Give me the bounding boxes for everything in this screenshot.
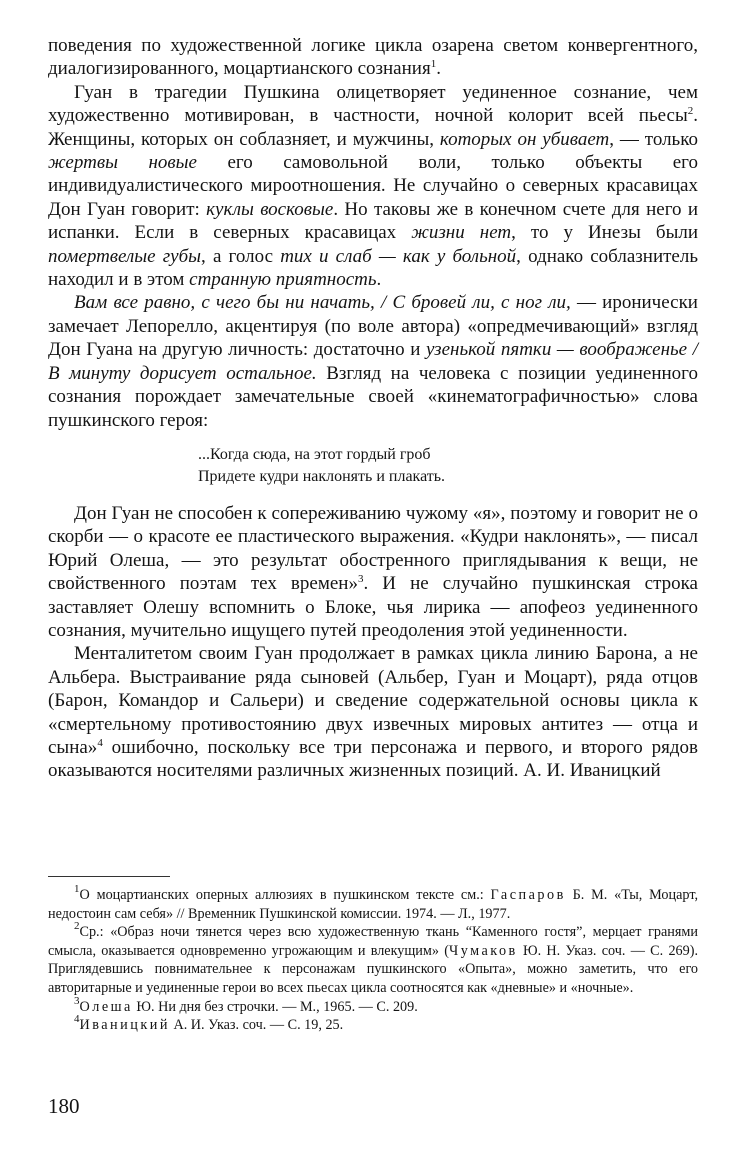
text-run: его самовольной воли, только объекты его индивидуалистического мироотношения. Не случайно о северных красавицах Дон Гуан говорит: bbox=[48, 152, 698, 220]
italic-quote: тих и слаб — как у больной bbox=[280, 245, 517, 267]
paragraph-5 bbox=[48, 642, 698, 782]
text-run: . bbox=[376, 269, 382, 291]
text-run: Ю. Ни дня без строчки. — М., 1965. — С. 209. bbox=[132, 998, 418, 1015]
text-run: , — только bbox=[609, 128, 698, 150]
footnote-number: 1 bbox=[74, 883, 80, 895]
text-run: поведения по художественной логике цикла озарена светом конвергентного, диалогизированного, моцартианского сознания bbox=[48, 35, 698, 80]
footnote-separator bbox=[48, 876, 170, 877]
verse-quote bbox=[198, 444, 698, 488]
spaced-author: Иваницкий bbox=[79, 1017, 170, 1034]
italic-quote: помертвелые губы bbox=[48, 245, 202, 267]
spaced-author: Гаспаров bbox=[490, 887, 566, 903]
italic-quote: странную приятность bbox=[189, 269, 377, 291]
verse-line: ...Когда сюда, на этот гордый гроб bbox=[198, 445, 431, 463]
text-run: Ю. Н. Указ. соч. — С. 269). Приглядевшись повнимательнее к персонажам пушкинского «Опыта», можно заметить, что его авторитарные и уединенные герои во всех пьесах цикла соотносятся как «дневные» и «ночные». bbox=[48, 942, 698, 996]
text-run: О моцартианских оперных аллюзиях в пушкинском тексте см.: bbox=[79, 887, 491, 903]
italic-quote: узенькой пятки — воображенье / В минуту дорисует остальное. bbox=[48, 339, 698, 384]
italic-quote: куклы восковые bbox=[206, 198, 334, 220]
footnote-number: 3 bbox=[74, 994, 80, 1007]
footnote-ref-2: 2 bbox=[687, 105, 694, 118]
text-run: — иронически замечает Лепорелло, акцентируя (по воле автора) «опредмечивающий» взгляд Дон Гуана на другую личность: достаточно и bbox=[48, 292, 698, 361]
paragraph-2 bbox=[48, 81, 698, 292]
text-run: А. И. Указ. соч. — С. 19, 25. bbox=[169, 1017, 344, 1034]
italic-quote: Вам все равно, с чего бы ни начать, / С бровей ли, с ног ли, bbox=[74, 292, 571, 314]
main-text bbox=[48, 34, 698, 783]
footnote-ref-1: 1 bbox=[430, 58, 437, 71]
footnote-2 bbox=[48, 920, 698, 997]
paragraph-1 bbox=[48, 34, 698, 81]
footnote-number: 2 bbox=[74, 920, 80, 933]
spaced-author: Чумаков bbox=[448, 942, 518, 959]
text-run: Гуан в трагедии Пушкина олицетворяет уединенное сознание, чем художественно мотивирован, в частности, ночной колорит всей пьесы bbox=[48, 81, 698, 127]
text-run: . Женщины, которых он соблазняет, и мужчины, bbox=[48, 105, 698, 150]
text-run: Взгляд на человека с позиции уединенного сознания порождает замечательные своей «кинематографичностью» слова пушкинского героя: bbox=[48, 362, 698, 431]
text-run: , а голос bbox=[201, 245, 281, 267]
italic-quote: жизни нет bbox=[411, 222, 512, 244]
text-run: , то у Инезы были bbox=[511, 222, 698, 244]
text-run: Менталитетом своим Гуан продолжает в рамках цикла линию Барона, а не Альбера. Выстраивание ряда сыновей (Альбер, Гуан и Моцарт), ряда отцов (Барон, Командор и Сальери) и сведение содержательной основы цикла к «смертельному противостоянию двух извечных мировых антитез — отца и сына» bbox=[48, 643, 698, 758]
page-number: 180 bbox=[48, 1094, 80, 1118]
text-run: , однако соблазнитель находил и в этом bbox=[48, 245, 699, 291]
footnote-ref-3: 3 bbox=[357, 573, 364, 586]
footnote-3 bbox=[48, 994, 698, 1017]
text-run: . Но таковы же в конечном счете для него и испанки. Если в северных красавицах bbox=[48, 198, 699, 244]
text-run: Ср.: «Образ ночи тянется через всю художественную ткань “Каменного гостя”, мерцает гранями смысла, оказывается одновременно угрожающим и влекущим» ( bbox=[48, 924, 698, 959]
text-run: . bbox=[436, 58, 441, 80]
paragraph-4 bbox=[48, 502, 698, 642]
text-run: Б. М. «Ты, Моцарт, недостоин сам себя» // Временник Пушкинской комиссии. 1974. — Л., 1977. bbox=[48, 887, 698, 922]
footnote-ref-4: 4 bbox=[97, 736, 103, 749]
footnote-1 bbox=[48, 883, 698, 923]
footnote-number: 4 bbox=[74, 1013, 80, 1026]
footnotes bbox=[48, 883, 698, 1035]
paragraph-3 bbox=[48, 291, 698, 431]
text-run: Дон Гуан не способен к сопереживанию чужому «я», поэтому и говорит не о скорби — о красоте ее пластического выражения. «Кудри наклонять», — писал Юрий Олеша, — это результат обостренного приглядывания к вещи, не свойственного поэтам тех времен» bbox=[48, 502, 698, 595]
italic-quote: которых он убивает bbox=[439, 128, 610, 150]
verse-line: Придете кудри наклонять и плакать. bbox=[198, 467, 446, 485]
text-run: ошибочно, поскольку все три персонажа и первого, и второго рядов оказываются носителями различных жизненных позиций. А. И. Иваницкий bbox=[48, 736, 698, 782]
spaced-author: Олеша bbox=[79, 998, 133, 1015]
text-run: . И не случайно пушкинская строка заставляет Олешу вспомнить о Блоке, чья лирика — апофеоз уединенного сознания, мучительно ищущего путей преодоления этой уединенности. bbox=[48, 573, 698, 641]
footnote-4 bbox=[48, 1013, 698, 1035]
italic-quote: жертвы новые bbox=[48, 152, 197, 174]
